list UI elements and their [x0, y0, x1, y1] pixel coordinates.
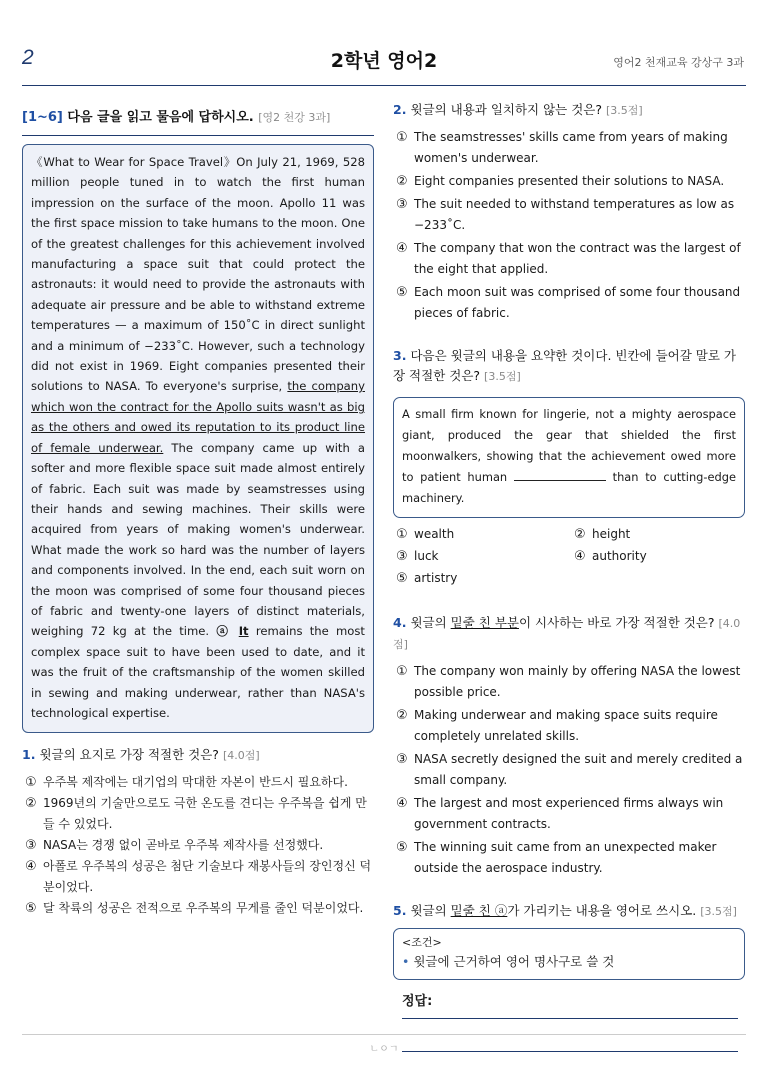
header-divider	[22, 85, 746, 86]
summary-box	[393, 397, 745, 518]
q4-options	[393, 661, 745, 879]
q1-option-1[interactable]: ① 우주복 제작에는 대기업의 막대한 자본이 반드시 필요하다.	[25, 775, 348, 791]
left-column	[22, 106, 374, 919]
q4-option-3[interactable]: ③ NASA secretly designed the suit and merely credited a small company.	[396, 752, 743, 787]
question-3	[393, 346, 745, 589]
question-range: [1~6]	[22, 110, 63, 125]
q3-number: 3.	[393, 348, 407, 363]
q3-option-1[interactable]: ① wealth	[396, 527, 455, 542]
condition-text: 윗글에 근거하여 영어 명사구로 쓸 것	[413, 954, 615, 969]
answer-line-1[interactable]	[402, 1018, 738, 1019]
q4-option-1[interactable]: ① The company won mainly by offering NASA the lowest possible price.	[396, 664, 741, 699]
q2-option-3[interactable]: ③ The suit needed to withstand temperatures as low as −233˚C.	[396, 197, 735, 232]
q4-number: 4.	[393, 615, 407, 630]
q1-options	[22, 772, 374, 919]
marker-a: ⓐ	[216, 624, 232, 639]
q4-option-5[interactable]: ⑤ The winning suit came from an unexpected maker outside the aerospace industry.	[396, 840, 717, 875]
summary-text-before: A small firm known for lingerie, not a mighty aerospace giant, produced the gear that shielded the first moonwalkers, showing that the achievement owed more to patient human	[402, 407, 736, 484]
q1-option-2[interactable]: ② 1969년의 기술만으로도 극한 온도를 견디는 우주복을 쉽게 만들 수 있었다.	[25, 796, 367, 832]
question-1	[22, 745, 374, 919]
summary-text-after: than to cutting-edge machinery.	[402, 470, 736, 505]
q4-option-2[interactable]: ② Making underwear and making space suits require completely unrelated skills.	[396, 708, 718, 743]
condition-box	[393, 928, 745, 980]
q4-title-post: 이 시사하는 바로 가장 적절한 것은?	[518, 615, 715, 630]
q2-points: [3.5점]	[606, 104, 643, 117]
q3-option-3[interactable]: ③ luck	[396, 549, 439, 564]
q1-number: 1.	[22, 747, 36, 763]
passage-text-1: 《What to Wear for Space Travel》On July 21, 1969, 528 million people tuned in to watch the first human impression on the surface of the moon. Apollo 11 was the first space mission to take humans to the moon. One of the greatest challenges for this achievement involved manufacturing a space suit that could protect the astronauts: it would need to provide the astronauts with adequate air pressure and be able to withstand extreme temperatures — a maximum of 150˚C in direct sunlight and a minimum of −233˚C. However, such a technology did not exist in 1969. Eight companies presented their solutions to NASA. To everyone's surprise,	[31, 155, 365, 394]
q2-option-5[interactable]: ⑤ Each moon suit was comprised of some four thousand pieces of fabric.	[396, 285, 741, 320]
q1-title: 윗글의 요지로 가장 적절한 것은?	[39, 747, 219, 763]
underlined-passage: the company which won the contract for the Apollo suits wasn't as big as the others and owed its reputation to its product line of female underwear.	[31, 379, 365, 455]
q1-option-3[interactable]: ③ NASA는 경쟁 없이 곧바로 우주복 제작사를 선정했다.	[25, 838, 324, 854]
q1-option-4[interactable]: ④ 아폴로 우주복의 성공은 첨단 기술보다 재봉사들의 장인정신 덕분이었다.	[25, 859, 372, 895]
exam-subtitle: 영어2 천재교육 강상구 3과	[613, 56, 744, 69]
q4-title-pre: 윗글의	[410, 615, 451, 630]
section-source: [영2 천강 3과]	[258, 111, 331, 124]
section-instruction: 다음 글을 읽고 물음에 답하시오.	[67, 110, 254, 125]
q2-options	[393, 127, 745, 324]
marker-word-it: It	[238, 624, 249, 639]
question-2	[393, 100, 745, 324]
q2-option-2[interactable]: ② Eight companies presented their solutions to NASA.	[396, 174, 725, 189]
q3-option-2[interactable]: ② height	[574, 527, 631, 542]
footer-page-mark: ㄴㅇㄱ	[369, 1044, 399, 1055]
answer-label: 정답:	[402, 994, 433, 1009]
q1-points: [4.0점]	[222, 749, 260, 763]
summary-blank	[514, 469, 606, 481]
q3-options	[393, 524, 745, 589]
condition-label: <조건>	[402, 936, 442, 949]
q5-number: 5.	[393, 903, 407, 918]
q5-title-post: 가 가리키는 내용을 영어로 쓰시오.	[507, 903, 697, 918]
q5-points: [3.5점]	[700, 905, 737, 918]
q2-title: 윗글의 내용과 일치하지 않는 것은?	[410, 102, 603, 117]
q2-option-4[interactable]: ④ The company that won the contract was the largest of the eight that applied.	[396, 241, 741, 276]
q4-points: [4.0점]	[393, 617, 741, 651]
q2-number: 2.	[393, 102, 407, 117]
q5-title-pre: 윗글의	[410, 903, 451, 918]
question-4	[393, 613, 745, 879]
right-column	[393, 100, 745, 1052]
bullet-icon: •	[402, 954, 410, 969]
page-number: 2	[22, 46, 34, 69]
q4-title-underlined: 밑줄 친 부분	[450, 615, 519, 630]
exam-title: 2학년 영어2	[330, 50, 438, 72]
footer-divider	[22, 1034, 746, 1035]
question-5	[393, 901, 745, 1052]
section-heading	[22, 106, 374, 136]
passage-text-2: The company came up with a softer and more flexible space suit made almost entirely of fabric. Each suit was made by seamstresses using their hands and sewing machines. Their skills were acquired from years of making women's underwear. What made the work so hard was the number of layers and components involved. In the end, each suit worn on the moon was comprised of some four thousand pieces of fabric and twenty-one layers of distinct materials, weighing 72 kg at the time.	[31, 440, 365, 639]
q5-title-underlined: 밑줄 친 ⓐ	[450, 903, 508, 918]
q3-points: [3.5점]	[484, 370, 521, 383]
q1-option-5[interactable]: ⑤ 달 착륙의 성공은 전적으로 우주복의 무게를 줄인 덕분이었다.	[25, 901, 364, 917]
q4-option-4[interactable]: ④ The largest and most experienced firms always win government contracts.	[396, 796, 724, 831]
passage-text-3: remains the most complex space suit to have been used to date, and it was the fruit of the craftsmanship of the women skilled in sewing and making underwear, rather than NASA's technological expertise.	[31, 624, 365, 720]
q3-option-5[interactable]: ⑤ artistry	[396, 571, 458, 586]
reading-passage	[22, 144, 374, 733]
q3-option-4[interactable]: ④ authority	[574, 549, 647, 564]
q2-option-1[interactable]: ① The seamstresses' skills came from years of making women's underwear.	[396, 130, 728, 165]
q3-title: 다음은 윗글의 내용을 요약한 것이다. 빈칸에 들어갈 말로 가장 적절한 것은?	[393, 348, 736, 383]
